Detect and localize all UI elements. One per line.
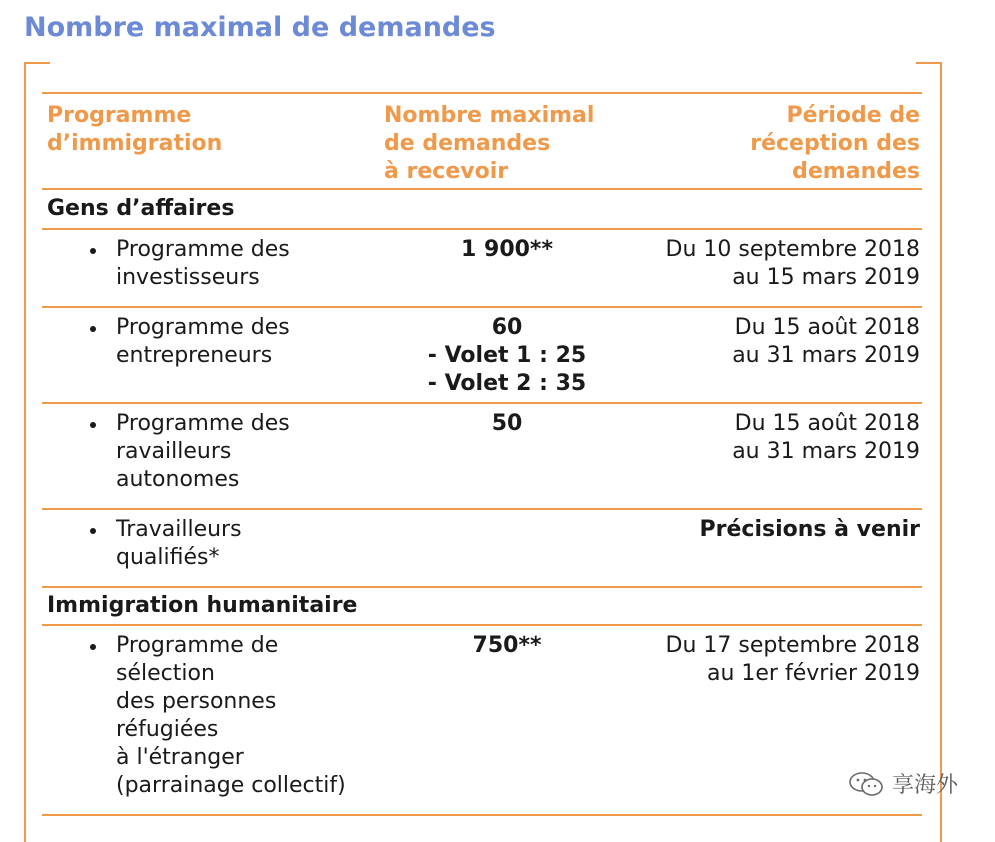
- watermark: [848, 768, 958, 799]
- reception-period: Du 10 septembre 2018 au 15 mars 2019: [665, 237, 920, 290]
- max-applications: 750**: [472, 633, 542, 658]
- max-applications: 50: [491, 411, 523, 436]
- reception-period: Du 15 août 2018 au 31 mars 2019: [732, 411, 920, 464]
- table-row: [42, 626, 922, 814]
- program-name: Programme des entrepreneurs: [116, 315, 290, 368]
- category-row: [42, 190, 922, 228]
- header-program: Programme d’immigration: [47, 103, 223, 156]
- table-header: [42, 94, 922, 188]
- bullet-icon: [90, 528, 96, 534]
- chat-bubble-icon: [848, 770, 884, 798]
- page-title: Nombre maximal de demandes: [24, 12, 496, 43]
- divider: [42, 814, 922, 816]
- header-max: Nombre maximal de demandes à recevoir: [384, 103, 595, 184]
- table-row: [42, 230, 922, 306]
- table-row: [42, 404, 922, 508]
- category-humanitarian: Immigration humanitaire: [47, 593, 358, 618]
- bullet-icon: [90, 326, 96, 332]
- bullet-icon: [90, 644, 96, 650]
- bullet-icon: [90, 248, 96, 254]
- table-row: [42, 308, 922, 402]
- reception-period: Précisions à venir: [699, 517, 920, 542]
- applications-table: [42, 92, 922, 816]
- frame-corner-left: [24, 62, 50, 64]
- max-applications: 60 - Volet 1 : 25 - Volet 2 : 35: [427, 315, 587, 396]
- program-name: Programme de sélection des personnes réfugiées à l'étranger (parrainage collectif): [116, 633, 346, 798]
- program-name: Programme des investisseurs: [116, 237, 290, 290]
- bullet-icon: [90, 422, 96, 428]
- reception-period: Du 17 septembre 2018 au 1er février 2019: [665, 633, 920, 686]
- reception-period: Du 15 août 2018 au 31 mars 2019: [732, 315, 920, 368]
- frame-corner-right: [916, 62, 942, 64]
- category-business: Gens d’affaires: [47, 196, 235, 221]
- program-name: Programme des ravailleurs autonomes: [116, 411, 290, 492]
- header-period: Période de réception des demandes: [750, 103, 920, 184]
- max-applications: 1 900**: [461, 237, 553, 262]
- table-row: [42, 510, 922, 586]
- program-name: Travailleurs qualifiés*: [116, 517, 242, 570]
- category-row: [42, 588, 922, 624]
- watermark-text: 享海外: [892, 773, 959, 798]
